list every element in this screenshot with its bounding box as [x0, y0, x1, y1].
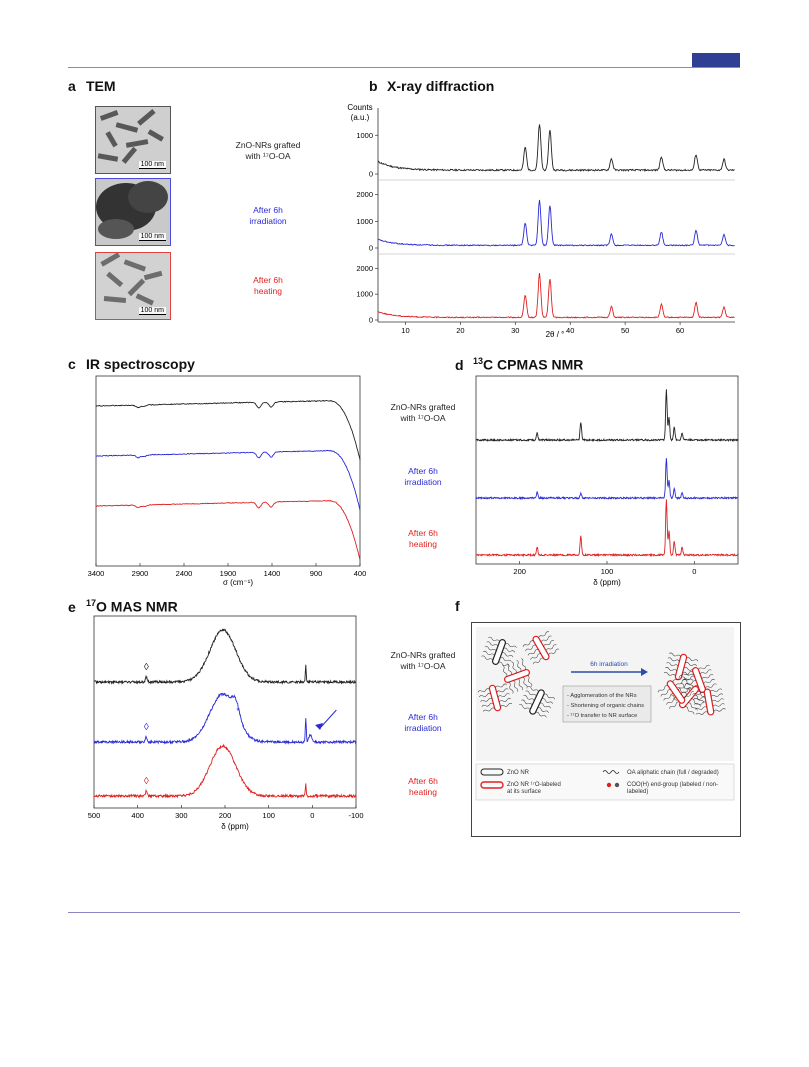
o17-arrow-icon — [321, 710, 336, 727]
o17-spinning-sideband-marker: ◊ — [143, 722, 149, 733]
xrd-ytick-label: 1000 — [356, 289, 373, 299]
nonlabeled-endgroup-legend-icon — [615, 783, 619, 787]
ir-xtick-label: 3400 — [88, 569, 105, 578]
legend-oa-chain: OA aliphatic chain (full / degraded) — [627, 770, 719, 776]
ir-xtick-label: 900 — [309, 569, 323, 578]
legend-endgroup: COO(H) end-group (labeled / non-labeled) — [627, 782, 719, 795]
caption-a-heating: After 6h heating — [253, 275, 283, 296]
caption-e-irradiation: After 6h irradiation — [404, 712, 442, 733]
panel-b-label: b X-ray diffraction — [369, 78, 495, 94]
tem-scale-bar: 100 nm — [140, 233, 164, 240]
o17-plot-frame — [94, 616, 356, 808]
xrd-xlabel: 2θ / ° — [545, 330, 565, 339]
ir-xtick-label: 2400 — [175, 569, 193, 578]
tem-image-grafted — [95, 106, 171, 174]
o17-xtick-label: 0 — [310, 811, 315, 820]
xrd-ytick-label: 1000 — [356, 216, 373, 226]
xrd-chart — [330, 98, 742, 343]
xrd-xtick-label: 10 — [401, 326, 410, 335]
xrd-ytick-label: 0 — [368, 169, 373, 179]
caption-c-grafted: ZnO-NRs grafted with ¹⁷O-OA — [390, 402, 456, 423]
scheme-arrow-label: 6h irradiation — [590, 661, 628, 668]
xrd-xtick-label: 50 — [620, 326, 630, 335]
o17-xtick-label: 300 — [175, 811, 188, 820]
footer-rule — [68, 912, 740, 913]
ir-xlabel: σ (cm⁻¹) — [222, 578, 254, 587]
panel-f-label: f — [455, 598, 460, 614]
tem-image-irradiation — [95, 178, 171, 246]
irradiation-scheme — [471, 622, 741, 837]
scheme-effect-transfer: - ¹⁷O transfer to NR surface — [567, 713, 638, 719]
caption-c-heating: After 6h heating — [408, 528, 438, 549]
ir-xtick-label: 1400 — [263, 569, 281, 578]
o17-xtick-label: 200 — [218, 811, 232, 820]
c13-series-line-2 — [476, 499, 738, 555]
xrd-ytick-label: 0 — [368, 243, 373, 253]
c13-series-line-0 — [476, 389, 738, 441]
o17-nmr-chart — [88, 612, 373, 837]
c13-xlabel: δ (ppm) — [593, 578, 621, 587]
ir-xtick-label: 2900 — [131, 569, 149, 578]
panel-a-label: a TEM — [68, 78, 116, 94]
caption-e-grafted: ZnO-NRs grafted with ¹⁷O-OA — [390, 650, 456, 671]
caption-a-irradiation: After 6h irradiation — [249, 205, 287, 226]
xrd-ytick-label: 2000 — [356, 263, 373, 273]
xrd-xtick-label: 60 — [675, 326, 685, 335]
header-accent-block — [692, 53, 740, 67]
xrd-series-line-1 — [378, 200, 735, 246]
c13-xtick-label: 200 — [513, 567, 526, 576]
panel-e-label: e $^{17}$O MAS NMR — [68, 598, 178, 615]
caption-e-heating: After 6h heating — [408, 776, 438, 797]
tem-scale-bar: 100 nm — [140, 307, 164, 314]
xrd-series-line-0 — [378, 125, 735, 171]
c13-xtick-label: 100 — [600, 567, 614, 576]
xrd-xtick-label: 40 — [566, 326, 575, 335]
o17-spinning-sideband-marker: ◊ — [143, 776, 149, 787]
caption-a-grafted: ZnO-NRs grafted with ¹⁷O-OA — [235, 140, 301, 161]
tem-image-heating — [95, 252, 171, 320]
xrd-xtick-label: 20 — [456, 326, 465, 335]
o17-xtick-label: -100 — [348, 811, 364, 820]
panel-d-label: d $^{13}$C CPMAS NMR — [455, 356, 584, 373]
ir-plot-frame — [96, 376, 360, 566]
ir-series-line-2 — [96, 501, 360, 560]
xrd-ytick-label: 0 — [368, 315, 373, 325]
legend-labeled-nr: ZnO NR ¹⁷O-labeled at its surface — [507, 782, 561, 795]
c13-series-line-1 — [476, 458, 738, 499]
o17-xtick-label: 400 — [131, 811, 144, 820]
xrd-ytick-label: 1000 — [356, 130, 373, 140]
o17-xtick-label: 500 — [88, 811, 101, 820]
labeled-endgroup-legend-icon — [607, 783, 611, 787]
xrd-series-line-2 — [378, 273, 735, 318]
o17-spinning-sideband-marker: ◊ — [143, 662, 149, 673]
o17-series-line-0 — [94, 629, 356, 683]
panel-c-label: c IR spectroscopy — [68, 356, 195, 372]
o17-xtick-label: 100 — [262, 811, 275, 820]
caption-c-irradiation: After 6h irradiation — [404, 466, 442, 487]
ir-xtick-label: 400 — [353, 569, 367, 578]
header-rule — [68, 67, 740, 68]
o17-asterisk-marker: * — [236, 706, 240, 716]
ir-xtick-label: 1900 — [219, 569, 237, 578]
o17-series-line-1 — [94, 693, 356, 743]
o17-xlabel: δ (ppm) — [221, 822, 249, 831]
c13-nmr-chart — [470, 372, 742, 592]
xrd-ylabel-line2: (a.u.) — [350, 113, 370, 122]
c13-xtick-label: 0 — [692, 567, 697, 576]
xrd-ylabel-line1: Counts — [347, 103, 373, 112]
o17-series-line-2 — [94, 745, 356, 797]
c13-plot-frame — [476, 376, 738, 564]
ir-chart — [88, 372, 378, 592]
tem-scale-bar: 100 nm — [140, 161, 164, 168]
xrd-xtick-label: 30 — [511, 326, 520, 335]
legend-zno-nr: ZnO NR — [507, 770, 530, 776]
xrd-ytick-label: 2000 — [356, 190, 373, 200]
scheme-effect-shortening: - Shortening of organic chains — [567, 703, 645, 709]
scheme-effect-agglomeration: - Agglomeration of the NRs — [567, 693, 637, 699]
